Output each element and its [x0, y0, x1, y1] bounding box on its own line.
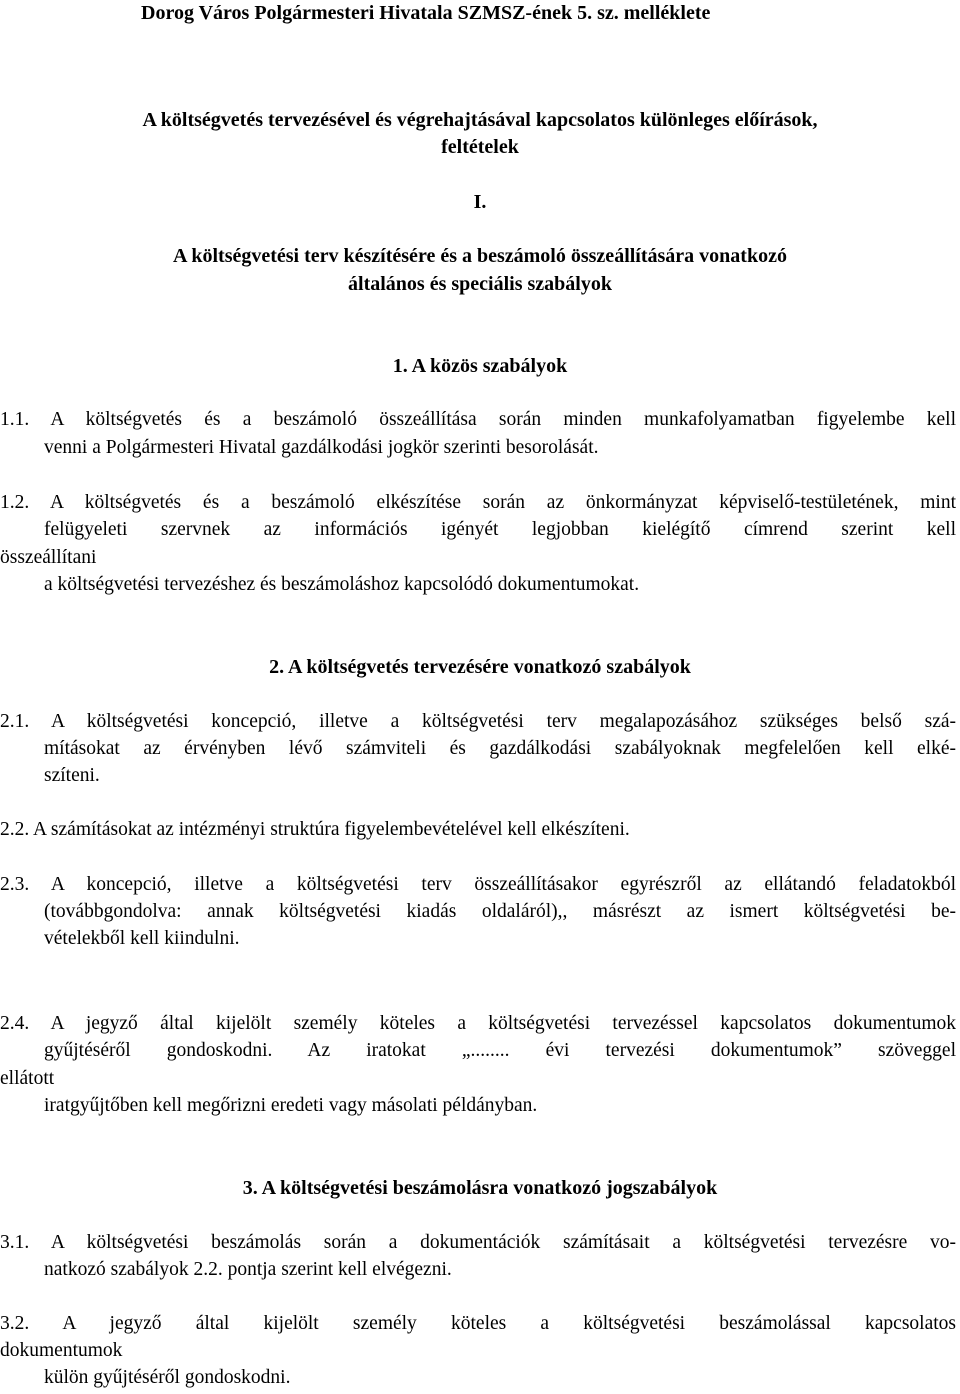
section-1-heading: 1. A közös szabályok — [392, 355, 568, 377]
title-line-1: A költségvetés tervezésével és végrehajtásával kapcsolatos különleges előírások, — [142, 109, 818, 131]
paragraph-2-4-line-1: 2.4. A jegyző által kijelölt személy köteles a költségvetési tervezéssel kapcsolatos dokumentumok — [0, 1013, 956, 1034]
paragraph-3-2-line-1: 3.2. A jegyző által kijelölt személy köteles a költségvetési beszámolással kapcsolatos — [0, 1313, 956, 1334]
paragraph-2-4-line-2: gyűjtéséről gondoskodni. Az iratokat „........ évi tervezési dokumentumok” szöveggel — [44, 1040, 956, 1061]
title-line-2: feltételek — [441, 136, 519, 158]
paragraph-1-1-line-1: 1.1. A költségvetés és a beszámoló összeállítása során minden munkafolyamatban figyelembe kell — [0, 409, 956, 430]
paragraph-2-3-line-1: 2.3. A koncepció, illetve a költségvetési terv összeállításakor egyrészről az ellátandó feladatokból — [0, 874, 956, 895]
paragraph-2-4-line-3: ellátott — [0, 1068, 55, 1089]
document-header: Dorog Város Polgármesteri Hivatala SZMSZ-ének 5. sz. melléklete — [141, 2, 711, 24]
part-number: I. — [473, 191, 487, 213]
paragraph-1-2-line-3: összeállítani — [0, 547, 97, 568]
part-title-line-1: A költségvetési terv készítésére és a beszámoló összeállítására vonatkozó — [173, 245, 787, 267]
paragraph-3-2-line-2: dokumentumok — [0, 1340, 123, 1361]
paragraph-2-4-line-4: iratgyűjtőben kell megőrizni eredeti vagy másolati példányban. — [44, 1095, 538, 1116]
paragraph-2-3-line-2: (továbbgondolva: annak költségvetési kiadás oldaláról),, másrészt az ismert költségvetési be- — [44, 901, 956, 922]
paragraph-1-2-line-4: a költségvetési tervezéshez és beszámoláshoz kapcsolódó dokumentumokat. — [44, 574, 640, 595]
section-2-heading: 2. A költségvetés tervezésére vonatkozó szabályok — [269, 656, 691, 678]
paragraph-2-1-line-1: 2.1. A költségvetési koncepció, illetve a költségvetési terv megalapozásához szükséges belső szá- — [0, 711, 956, 732]
paragraph-3-1-line-2: natkozó szabályok 2.2. pontja szerint kell elvégezni. — [44, 1259, 452, 1280]
paragraph-2-1-line-2: mításokat az érvényben lévő számviteli és gazdálkodási szabályoknak megfelelően kell elké- — [44, 738, 956, 759]
paragraph-1-2-line-1: 1.2. A költségvetés és a beszámoló elkészítése során az önkormányzat képviselő-testületének, mint — [0, 492, 956, 513]
paragraph-1-1-line-2: venni a Polgármesteri Hivatal gazdálkodási jogkör szerinti besorolását. — [44, 437, 599, 458]
paragraph-3-1-line-1: 3.1. A költségvetési beszámolás során a dokumentációk számításait a költségvetési tervezésre vo- — [0, 1232, 956, 1253]
paragraph-2-2-line-1: 2.2. A számításokat az intézményi struktúra figyelembevételével kell elkészíteni. — [0, 819, 630, 840]
paragraph-2-1-line-3: szíteni. — [44, 765, 100, 786]
paragraph-3-2-line-3: külön gyűjtéséről gondoskodni. — [44, 1367, 291, 1388]
part-title-line-2: általános és speciális szabályok — [348, 273, 612, 295]
paragraph-2-3-line-3: vételekből kell kiindulni. — [44, 928, 240, 949]
section-3-heading: 3. A költségvetési beszámolásra vonatkozó jogszabályok — [242, 1177, 718, 1199]
paragraph-1-2-line-2: felügyeleti szervnek az információs igényét legjobban kielégítő címrend szerint kell — [44, 519, 956, 540]
